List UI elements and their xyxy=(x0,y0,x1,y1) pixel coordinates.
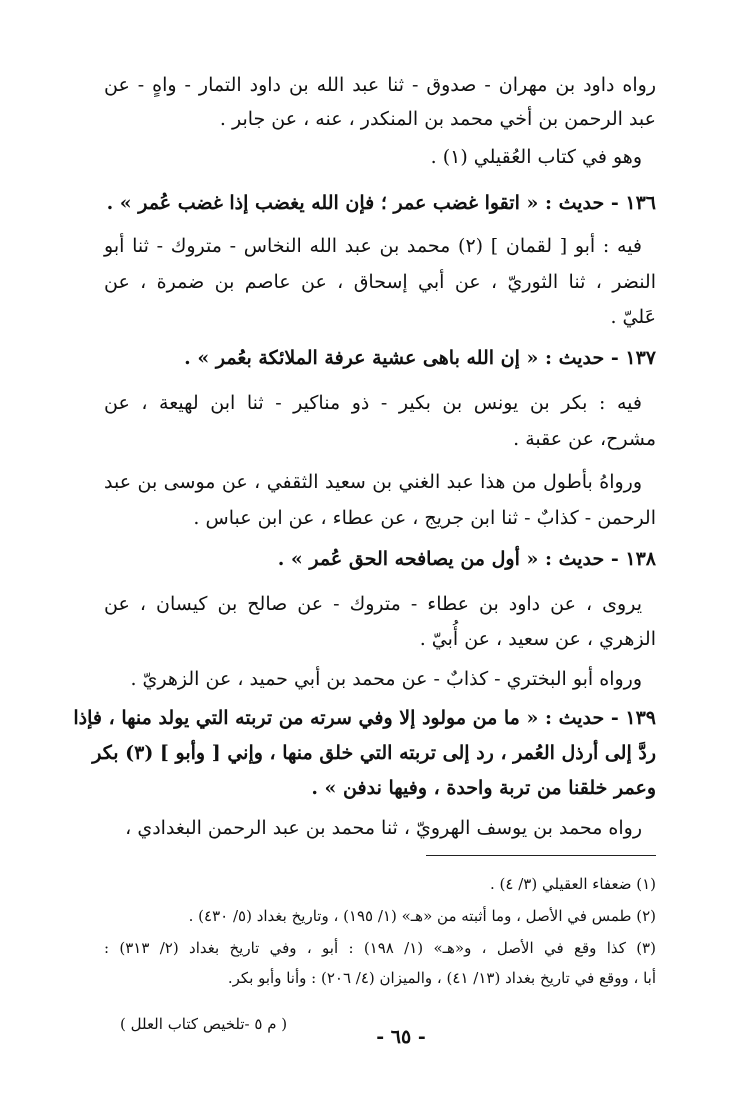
hadith-heading-137: ١٣٧ - حديث : « إن الله باهى عشية عرفة الملائكة بعُمر » . xyxy=(184,347,656,369)
footnote-separator xyxy=(426,855,656,856)
body-line: ورواه أبو البختري - كذابٌ - عن محمد بن أبي حميد ، عن الزهريّ . xyxy=(130,668,642,690)
body-line: الزهري ، عن سعيد ، عن أُبيّ . xyxy=(419,628,656,650)
book-signature: ( م ٥ -تلخيص كتاب العلل ) xyxy=(120,1015,288,1033)
body-line: عَليّ . xyxy=(610,306,656,328)
hadith-heading-136: ١٣٦ - حديث : « اتقوا غضب عمر ؛ فإن الله يغضب إذا غضب عُمر » . xyxy=(106,192,656,214)
hadith-text-line: وعمر خلقنا من تربة واحدة ، وفيها ندفن » . xyxy=(311,777,656,799)
body-line: رواه داود بن مهران - صدوق - ثنا عبد الله بن داود التمار - واهٍ - عن xyxy=(104,74,656,96)
footnote-3: (٣) كذا وقع في الأصل ، و«هـ» (١/ ١٩٨) : أبو ، وفي تاريخ بغداد (٢/ ٣١٣) : xyxy=(104,939,656,957)
body-line: فيه : أبو [ لقمان ] (٢) محمد بن عبد الله النخاس - متروك - ثنا أبو xyxy=(104,235,643,257)
footnote-1: (١) ضعفاء العقيلي (٣/ ٤) . xyxy=(489,875,656,893)
footnote-3-continued: أبا ، ووقع في تاريخ بغداد (١٣/ ٤١) ، والميزان (٤/ ٢٠٦) : وأنا وأبو بكر. xyxy=(227,969,656,987)
body-line: فيه : بكر بن يونس بن بكير - ذو مناكير - ثنا ابن لهيعة ، عن xyxy=(104,392,642,414)
body-line: ورواهُ بأطول من هذا عبد الغني بن سعيد الثقفي ، عن موسى بن عبد xyxy=(104,471,642,493)
body-line: وهو في كتاب العُقيلي (١) . xyxy=(430,146,642,168)
hadith-text-line: ردَّ إلى أرذل العُمر ، رد إلى تربته التي خلق منها ، وإني [ وأبو ] (٣) بكر xyxy=(92,742,656,764)
body-line: رواه محمد بن يوسف الهرويّ ، ثنا محمد بن عبد الرحمن البغدادي ، xyxy=(125,817,642,839)
hadith-heading-139: ١٣٩ - حديث : « ما من مولود إلا وفي سرته من تربته التي يولد منها ، فإذا xyxy=(73,707,656,729)
page-number: - ٦٥ - xyxy=(376,1026,426,1048)
body-line: يروى ، عن داود بن عطاء - متروك - عن صالح بن كيسان ، عن xyxy=(104,593,642,615)
body-line: عبد الرحمن بن أخي محمد بن المنكدر ، عنه ، عن جابر . xyxy=(219,108,656,130)
body-line: النضر ، ثنا الثوريّ ، عن أبي إسحاق ، عن عاصم بن ضمرة ، عن xyxy=(104,271,656,293)
hadith-heading-138: ١٣٨ - حديث : « أول من يصافحه الحق عُمر » . xyxy=(277,548,656,570)
body-line: مشرح، عن عقبة . xyxy=(513,428,656,450)
body-line: الرحمن - كذابٌ - ثنا ابن جريج ، عن عطاء ، عن ابن عباس . xyxy=(193,507,656,529)
footnote-2: (٢) طمس في الأصل ، وما أثبته من «هـ» (١/ ١٩٥) ، وتاريخ بغداد (٥/ ٤٣٠) . xyxy=(188,907,656,925)
